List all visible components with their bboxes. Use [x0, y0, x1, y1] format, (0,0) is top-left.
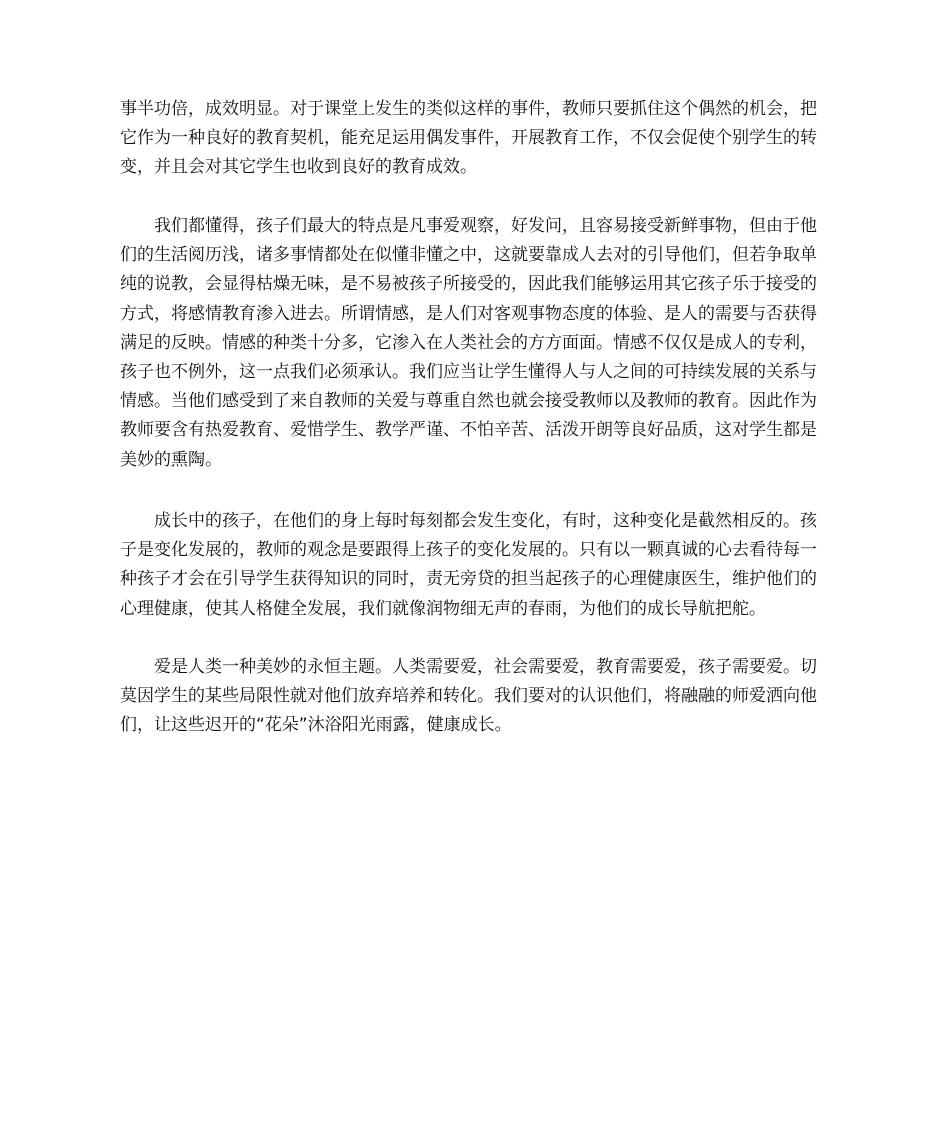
paragraph-growing-children: 成长中的孩子，在他们的身上每时每刻都会发生变化，有时，这种变化是截然相反的。孩子是变化发展的，教师的观念是要跟得上孩子的变化发展的。只有以一颗真诚的心去看待每一种孩子才会在引导学生获得知识的同时，责无旁贷的担当起孩子的心理健康医生，维护他们的心理健康，使其人格健全发展，我们就像润物细无声的春雨，为他们的成长导航把舵。	[120, 511, 817, 619]
paragraph-emotional-education: 我们都懂得，孩子们最大的特点是凡事爱观察，好发问，且容易接受新鲜事物，但由于他们的生活阅历浅，诸多事情都处在似懂非懂之中，这就要靠成人去对的引导他们，但若争取单纯的说教，会显得枯燥无味，是不易被孩子所接受的，因此我们能够运用其它孩子乐于接受的方式，将感情教育渗入进去。所谓情感，是人们对客观事物态度的体验、是人的需要与否获得满足的反映。情感的种类十分多，它渗入在人类社会的方方面面。情感不仅仅是成人的专利，孩子也不例外，这一点我们必须承认。我们应当让学生懂得人与人之间的可持续发展的关系与情感。当他们感受到了来自教师的关爱与尊重自然也就会接受教师以及教师的教育。因此作为教师要含有热爱教育、爱惜学生、教学严谨、不怕辛苦、活泼开朗等良好品质，这对学生都是美妙的熏陶。	[120, 216, 817, 470]
paragraph-continuation: 事半功倍，成效明显。对于课堂上发生的类似这样的事件，教师只要抓住这个偶然的机会，把它作为一种良好的教育契机，能充足运用偶发事件，开展教育工作，不仅会促使个别学生的转变，并且会对其它学生也收到良好的教育成效。	[120, 99, 817, 178]
paragraph-love-theme: 爱是人类一种美妙的永恒主题。人类需要爱，社会需要爱，教育需要爱，孩子需要爱。切莫因学生的某些局限性就对他们放弃培养和转化。我们要对的认识他们，将融融的师爱洒向他们，让这些迟开的“花朵”沐浴阳光雨露，健康成长。	[120, 657, 817, 736]
